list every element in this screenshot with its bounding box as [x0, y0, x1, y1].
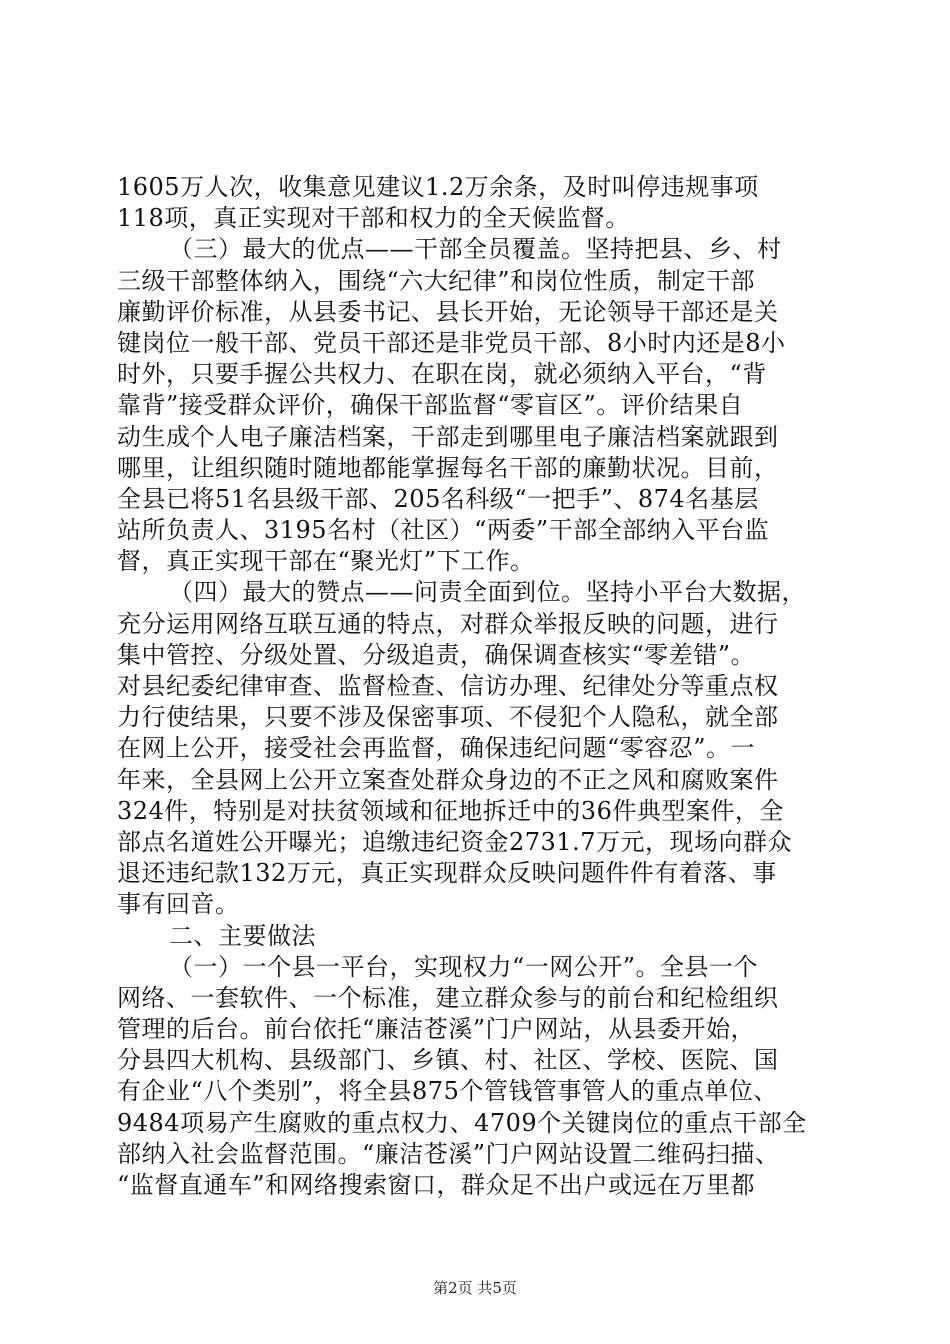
text-line: 键岗位一般干部、党员干部还是非党员干部、8小时内还是8小	[117, 328, 786, 357]
text-line: “监督直通车”和网络搜索窗口，群众足不出户或远在万里都	[117, 1171, 756, 1199]
text-line: 网络、一套软件、一个标准，建立群众参与的前台和纪检组织	[117, 983, 779, 1012]
text-line: 1605万人次，收集意见建议1.2万余条，及时叫停违规事项	[117, 173, 759, 201]
text-line: 集中管控、分级处置、分级追责，确保调查核实“零差错”。	[117, 640, 756, 669]
text-line: 年来，全县网上公开立案查处群众身边的不正之风和腐败案件	[117, 765, 779, 794]
text-line: 退还违纪款132万元，真正实现群众反映问题件件有着落、事	[117, 859, 777, 888]
text-line: 廉勤评价标准，从县委书记、县长开始，无论领导干部还是关	[117, 297, 779, 326]
text-line: 靠背”接受群众评价，确保干部监督“零盲区”。评价结果自	[117, 391, 744, 420]
text-line: 哪里，让组织随时随地都能掌握每名干部的廉勤状况。目前，	[117, 453, 779, 482]
paragraph-start-line: （一）一个县一平台，实现权力“一网公开”。全县一个	[169, 952, 759, 981]
text-line: 管理的后台。前台依托“廉洁苍溪”门户网站，从县委开始，	[117, 1015, 756, 1044]
section-heading: 二、主要做法	[169, 921, 316, 950]
paragraph-start-line: （四）最大的赞点——问责全面到位。坚持小平台大数据，	[169, 578, 806, 607]
text-line: 全县已将51名县级干部、205名科级“一把手”、874名基层	[117, 484, 759, 513]
text-line: 督，真正实现干部在“聚光灯”下工作。	[117, 547, 535, 576]
paragraph-start-line: （三）最大的优点——干部全员覆盖。坚持把县、乡、村	[169, 235, 782, 264]
text-line: 充分运用网络互联互通的特点，对群众举报反映的问题，进行	[117, 609, 779, 638]
text-line: 有企业“八个类别”，将全县875个管钱管事管人的重点单位、	[117, 1077, 778, 1106]
text-line: 对县纪委纪律审查、监督检查、信访办理、纪律处分等重点权	[117, 672, 779, 700]
text-line: 分县四大机构、县级部门、乡镇、村、社区、学校、医院、国	[117, 1046, 779, 1075]
page-footer	[0, 1278, 950, 1298]
text-line: 9484项易产生腐败的重点权力、4709个关键岗位的重点干部全	[117, 1108, 807, 1137]
text-line: 力行使结果，只要不涉及保密事项、不侵犯个人隐私，就全部	[117, 703, 779, 732]
text-line: 118项，真正实现对干部和权力的全天候监督。	[117, 204, 630, 233]
body-text	[117, 172, 837, 1201]
page-number: 第2页 共5页	[433, 1279, 517, 1297]
text-line: 部纳入社会监督范围。“廉洁苍溪”门户网站设置二维码扫描、	[117, 1139, 780, 1168]
text-line: 在网上公开，接受社会再监督，确保违纪问题“零容忍”。一	[117, 734, 756, 763]
text-line: 时外，只要手握公共权力、在职在岗，就必须纳入平台，“背	[117, 360, 767, 389]
text-line: 部点名道姓公开曝光；追缴违纪资金2731.7万元，现场向群众	[117, 827, 792, 856]
text-line: 三级干部整体纳入，围绕“六大纪律”和岗位性质，制定干部	[117, 266, 756, 295]
text-line: 动生成个人电子廉洁档案，干部走到哪里电子廉洁档案就跟到	[117, 422, 779, 451]
text-line: 事有回音。	[117, 890, 240, 919]
text-line: 站所负责人、3195名村（社区）“两委”干部全部纳入平台监	[117, 516, 770, 545]
text-line: 324件，特别是对扶贫领域和征地拆迁中的36件典型案件，全	[117, 796, 784, 825]
